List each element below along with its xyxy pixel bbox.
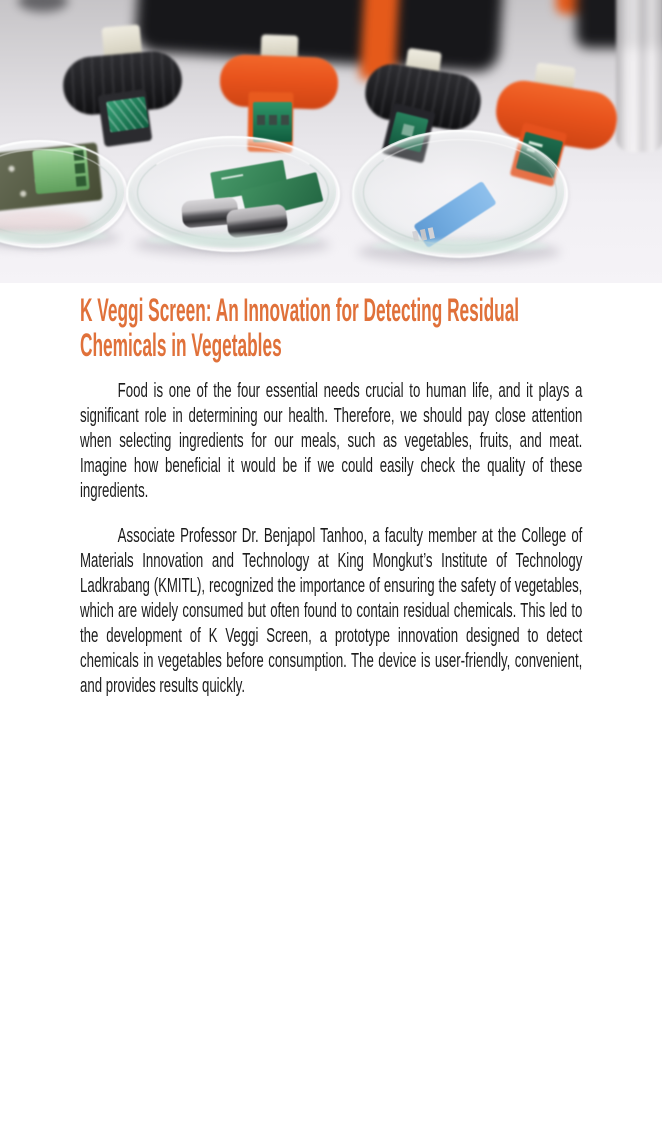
paragraph-2: Associate Professor Dr. Benjapol Tanhoo, a faculty member at the College of Materials Innovation and Technology at King Mongkut’s Institute of Technology Ladkrabang (KMITL), recognized the importance of ensuring the safety of vegetables, which are widely consumed but often found to contain residual chemicals. This led to the development of K Veggi Screen, a prototype innovation designed to detect chemicals in vegetables before consumption. The device is user-friendly, convenient, and provides results quickly. [80, 525, 583, 697]
usb-device-1-sensor [106, 96, 149, 132]
article-title-line-1: K Veggi Screen: An Innovation for Detecting Residual [80, 292, 520, 328]
article-body [80, 379, 582, 719]
hero-photo [0, 0, 662, 283]
glass-beaker [616, 0, 662, 152]
petri-dish-3-rim [352, 130, 568, 258]
background-smudge [18, 0, 68, 12]
paragraph-1: Food is one of the four essential needs crucial to human life, and it plays a significant role in determining our health. Therefore, we should pay close attention when selecting ingredients for our meals, such as vegetables, fruits, and meat. Imagine how beneficial it would be if we could easily check the quality of these ingredients. [80, 380, 583, 502]
petri-dish-1-rim [0, 140, 128, 248]
petri-dish-2-rim [126, 136, 340, 252]
article-title [80, 293, 593, 363]
usb-device-2-sensor [253, 102, 292, 142]
article-title-line-2: Chemicals in Vegetables [80, 327, 282, 363]
